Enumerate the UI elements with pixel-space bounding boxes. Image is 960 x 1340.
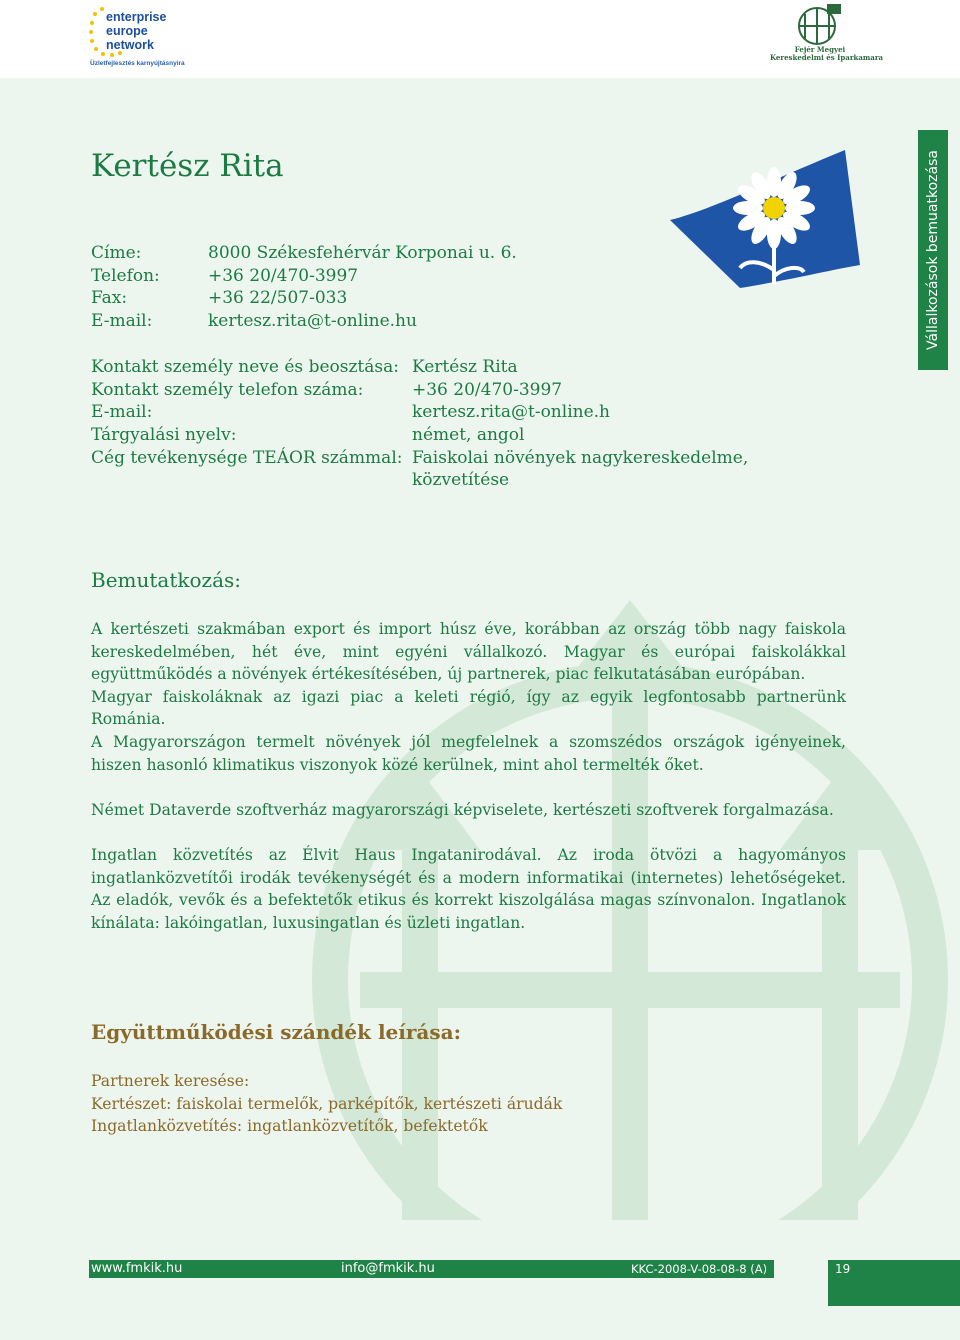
intro-paragraph: Ingatlan közvetítés az Élvit Haus Ingatanirodával. Az iroda ötvözi a hagyományos ingatlanközvetítői irodák tevékenységét és a modern informatikai (internetes) lehetőségeket. Az eladók, vevők és a befektetők etikus és korrekt kiszolgálása magas színvonalon. Ingatlanok kínálata: lakóingatlan, luxusingatlan és üzleti ingatlan. — [91, 845, 846, 932]
intro-paragraph: A Magyarországon termelt növények jól megfelelnek a szomszédos országok igényeinek, hiszen hasonló klimatikus viszonyok közé kerülnek, mint ahol termelték őket. — [91, 732, 846, 774]
een-logo — [88, 4, 188, 70]
intro-paragraph: A kertészeti szakmában export és import húsz éve, korábban az ország több nagy faiskola kereskedelmében, hét éve, mint egyéni vállalkozó. Magyar és európai faiskolákkal együttműködés a növények értékesítésében, új partnerek, piac felkutatásában európában. — [91, 620, 846, 684]
footer-document-code: KKC-2008-V-08-08-8 (A) — [631, 1262, 768, 1276]
cooperation-line: Ingatlanközvetítés: ingatlanközvetítők, befektetők — [91, 1117, 488, 1136]
footer-website-link[interactable]: www.fmkik.hu — [91, 1261, 183, 1276]
een-tagline: Üzletfejlesztés karnyújtásnyira — [90, 60, 185, 67]
chamber-name-line1: Fejér Megyei — [794, 45, 846, 54]
cooperation-line: Partnerek keresése: — [91, 1072, 250, 1090]
intro-heading: Bemutatkozás: — [91, 568, 241, 592]
page-number: 19 — [835, 1262, 851, 1276]
side-label-text: Vállalkozások bemuatkozása — [925, 150, 941, 350]
een-logo-line3: network — [106, 38, 154, 52]
chamber-emblem-icon — [797, 2, 843, 46]
footer-bar — [89, 1260, 774, 1278]
cooperation-list — [91, 1070, 562, 1138]
chamber-logo — [770, 2, 884, 72]
chamber-name-line2: Kereskedelmi és Iparkamara — [770, 53, 884, 62]
een-logo-line1: enterprise — [106, 10, 167, 24]
intro-paragraph: Magyar faiskoláknak az igazi piac a keleti régió, így az egyik legfontosabb partnerünk Románia. — [91, 687, 846, 729]
page-number-box — [828, 1260, 960, 1306]
side-section-label — [918, 130, 948, 370]
cooperation-heading: Együttműködési szándék leírása: — [91, 1020, 461, 1044]
een-logo-line2: europe — [106, 24, 148, 38]
footer-email-link[interactable]: info@fmkik.hu — [341, 1261, 435, 1276]
flower-flag-icon — [670, 150, 860, 290]
cooperation-line: Kertészet: faiskolai termelők, parképítők, kertészeti árudák — [91, 1094, 563, 1113]
intro-body — [91, 618, 846, 934]
page-title: Kertész Rita — [91, 148, 284, 184]
intro-paragraph: Német Dataverde szoftverház magyarországi képviselete, kertészeti szoftverek forgalmazása. — [91, 800, 834, 819]
